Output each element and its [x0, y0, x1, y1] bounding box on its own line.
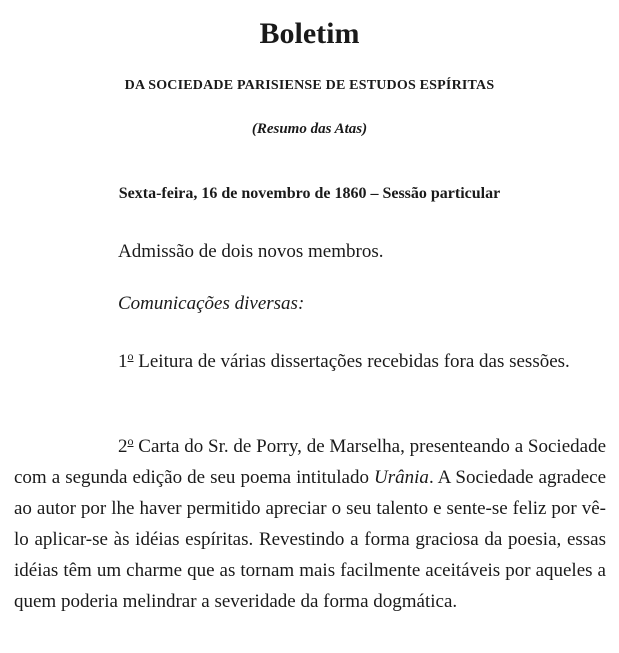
- admission-paragraph: Admissão de dois novos membros.: [118, 241, 384, 262]
- bulletin-title: Boletim: [259, 17, 360, 50]
- item-1-ordinal: o: [127, 349, 134, 363]
- item-2-number: 2: [118, 436, 128, 457]
- item-2-text-after: . A Sociedade agradece ao autor por lhe haver permitido apreciar o seu talento e sente-se feliz por vê-lo aplicar-se às idéias espíritas. Revestindo a forma graciosa da poesia, essas idéias têm um charme que as tornam mais facilmente aceitáveis por aqueles a quem poderia melindrar a severidade da forma dogmática.: [14, 467, 606, 612]
- communications-label: Comunicações diversas:: [118, 293, 305, 314]
- society-subtitle: DA SOCIEDADE PARISIENSE DE ESTUDOS ESPÍRITAS: [124, 78, 495, 93]
- item-1-number: 1: [118, 351, 128, 372]
- poem-title: Urânia: [374, 467, 429, 488]
- session-heading: Sexta-feira, 16 de novembro de 1860 – Sessão particular: [118, 185, 501, 202]
- item-2-ordinal: o: [127, 434, 134, 448]
- item-1-paragraph: [14, 341, 606, 377]
- item-2-paragraph: [14, 426, 606, 617]
- minutes-summary-label: (Resumo das Atas): [251, 121, 368, 137]
- item-2-text-before: Carta do Sr. de Porry, de Marselha, presenteando a Sociedade com a segunda edição de seu poema intitulado: [14, 436, 606, 488]
- item-1-text: Leitura de várias dissertações recebidas fora das sessões.: [133, 351, 570, 372]
